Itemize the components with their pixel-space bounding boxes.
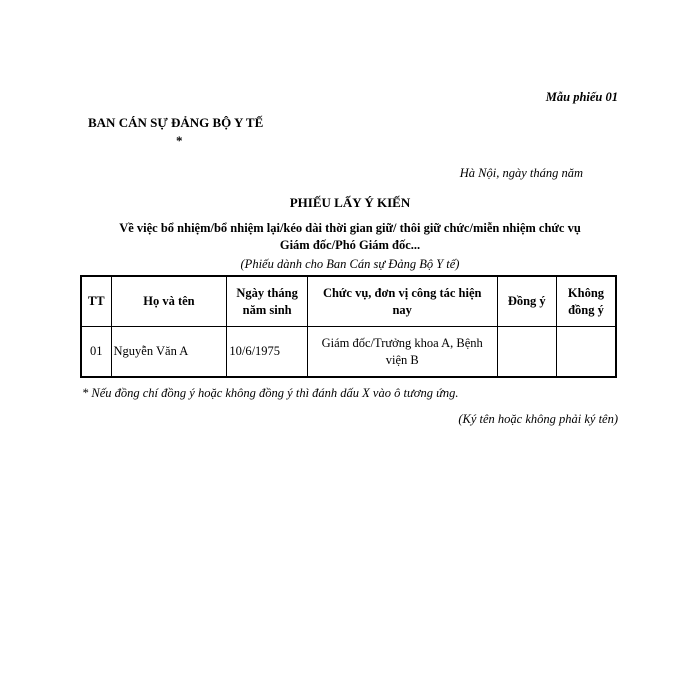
table-header-row [81,276,616,327]
header-tt: TT [81,276,111,327]
row-dob: 10/6/1975 [227,327,308,378]
row-position-line-1: Giám đốc/Trưởng khoa A, Bệnh [321,335,483,350]
form-code: Mẫu phiếu 01 [545,90,618,104]
agree-cell[interactable] [497,327,556,378]
header-name: Họ và tên [111,276,227,327]
footnote: * Nếu đồng chí đồng ý hoặc không đồng ý thì đánh dấu X vào ô tương ứng. [82,386,459,400]
row-position [307,327,497,378]
header-disagree [557,276,617,327]
row-name: Nguyễn Văn A [111,327,227,378]
header-dob [227,276,308,327]
header-position-line-2: nay [392,302,412,317]
subject-line-1: Về việc bổ nhiệm/bổ nhiệm lại/kéo dài thời gian giữ/ thôi giữ chức/miễn nhiệm chức vụ [119,221,581,235]
organization-mark: * [176,133,183,148]
document-title: PHIẾU LẤY Ý KIẾN [289,195,411,210]
header-dob-line-2: năm sinh [242,302,292,317]
row-tt: 01 [81,327,111,378]
row-position-line-2: viện B [385,352,419,367]
header-position-line-1: Chức vụ, đơn vị công tác hiện [322,285,482,300]
header-position [307,276,497,327]
disagree-cell[interactable] [557,327,617,378]
organization-name: BAN CÁN SỰ ĐẢNG BỘ Y TẾ [88,115,264,130]
signature-note: (Ký tên hoặc không phải ký tên) [458,412,618,426]
document-subject [90,220,610,254]
subject-line-2: Giám đốc/Phó Giám đốc... [279,238,421,252]
table-row [81,327,616,378]
header-dob-line-1: Ngày tháng [236,285,298,300]
subtitle-note: (Phiếu dành cho Ban Cán sự Đảng Bộ Y tế) [240,257,460,271]
header-agree: Đồng ý [497,276,556,327]
opinion-table [80,275,617,378]
header-disagree-line-1: Không [567,285,605,300]
header-disagree-line-2: đồng ý [568,302,604,317]
place-date: Hà Nội, ngày tháng năm [459,166,583,180]
